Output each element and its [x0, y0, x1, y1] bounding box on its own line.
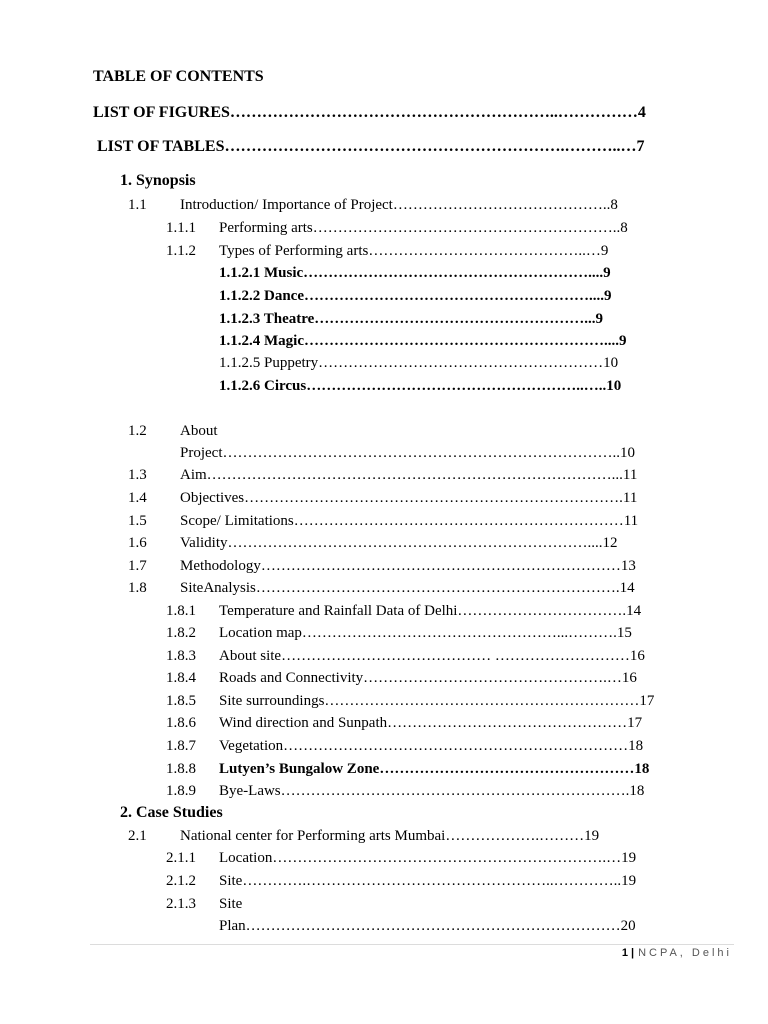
toc-entry-text: Vegetation……………………………………………………………18 — [219, 738, 644, 754]
toc-entry-text: 1.1.2.4 Magic……………………………………………………....9 — [219, 333, 627, 349]
toc-entry-number: 1.7 — [128, 558, 147, 574]
toc-entry-number: 1.1.1 — [166, 220, 196, 236]
page-number: 1 — [621, 947, 628, 959]
toc-entry-text: Wind direction and Sunpath…………………………………………17 — [219, 715, 643, 731]
toc-entry-number: 1.8.4 — [166, 670, 196, 686]
toc-entry-text: About site…………………………………… ………………………16 — [219, 648, 645, 664]
toc-entry-number: 1.3 — [128, 467, 147, 483]
toc-entry-text: Introduction/ Importance of Project……………………………………..8 — [180, 197, 618, 213]
toc-entry-number: 2.1.1 — [166, 850, 196, 866]
toc-entry-text: Location………………………………………………………….…19 — [219, 850, 637, 866]
toc-entry-number: 2.1 — [128, 828, 147, 844]
toc-entry-number: 1.5 — [128, 513, 147, 529]
toc-entry-number: 1.8.2 — [166, 625, 196, 641]
toc-entry-text: 1.1.2.1 Music…………………………………………………....9 — [219, 265, 611, 281]
toc-entry-text: Site — [219, 896, 243, 912]
toc-entry-number: 1.8.7 — [166, 738, 196, 754]
toc-entry-text: Temperature and Rainfall Data of Delhi…………………………….14 — [219, 603, 642, 619]
toc-entry-text: Lutyen’s Bungalow Zone……………………………………………18 — [219, 761, 650, 777]
toc-entry-text: Scope/ Limitations…………………………………………………………11 — [180, 513, 639, 529]
toc-entry-text: 1.1.2.3 Theatre………………………………………………...9 — [219, 311, 604, 327]
toc-entry-text: Roads and Connectivity………………………………………….…16 — [219, 670, 637, 686]
footer-text: NCPA, Delhi — [638, 947, 732, 959]
toc-entry-text: SiteAnalysis……………………………………………………………….14 — [180, 580, 635, 596]
toc-entry-text: Validity………………………………………………………………....12 — [180, 535, 618, 551]
toc-entry-text: 1.1.2.5 Puppetry…………………………………………………10 — [219, 355, 619, 371]
page-footer — [622, 947, 732, 959]
toc-entry-text: About — [180, 423, 218, 439]
toc-entry-number: 1.4 — [128, 490, 147, 506]
chapter-2-heading: 2. Case Studies — [120, 804, 223, 821]
toc-entry-text: Bye-Laws…………………………………………………………….18 — [219, 783, 645, 799]
footer-divider — [90, 944, 734, 945]
toc-entry-number: 1.8.6 — [166, 715, 196, 731]
footer-separator: | — [630, 947, 635, 959]
chapter-1-heading: 1. Synopsis — [120, 172, 196, 189]
toc-entry-text: Aim………………………………………………………………………...11 — [180, 467, 638, 483]
toc-entry-number: 1.8 — [128, 580, 147, 596]
list-of-figures-entry: LIST OF FIGURES……………………………………………………..……………4 — [93, 104, 646, 121]
toc-entry-text: 1.1.2.6 Circus………………………………………………..…..10 — [219, 378, 622, 394]
toc-entry-text: Plan…………………………………………………………………20 — [219, 918, 636, 934]
toc-entry-text: Site surroundings………………………………………………………17 — [219, 693, 655, 709]
toc-entry-text: Types of Performing arts……………………………………..…9 — [219, 243, 609, 259]
toc-entry-text: Performing arts……………………………………………………..8 — [219, 220, 628, 236]
toc-entry-text: Objectives………………………………………………………………….11 — [180, 490, 638, 506]
toc-entry-number: 1.6 — [128, 535, 147, 551]
list-of-tables-entry: LIST OF TABLES……………………………………………………….………..…7 — [97, 138, 645, 155]
toc-entry-number: 1.8.9 — [166, 783, 196, 799]
toc-entry-number: 2.1.2 — [166, 873, 196, 889]
toc-entry-number: 1.8.3 — [166, 648, 196, 664]
toc-entry-number: 2.1.3 — [166, 896, 196, 912]
toc-title: TABLE OF CONTENTS — [93, 68, 264, 85]
toc-entry-text: Location map……………………………………………...……….15 — [219, 625, 632, 641]
toc-entry-number: 1.8.5 — [166, 693, 196, 709]
toc-entry-number: 1.1 — [128, 197, 147, 213]
toc-entry-number: 1.8.8 — [166, 761, 196, 777]
toc-entry-number: 1.8.1 — [166, 603, 196, 619]
toc-entry-text: 1.1.2.2 Dance…………………………………………………....9 — [219, 288, 612, 304]
toc-entry-text: Project……………………………………………………………………..10 — [180, 445, 635, 461]
toc-entry-text: Methodology………………………………………………………………13 — [180, 558, 636, 574]
toc-entry-text: National center for Performing arts Mumbai……………….………19 — [180, 828, 600, 844]
toc-entry-number: 1.1.2 — [166, 243, 196, 259]
toc-entry-number: 1.2 — [128, 423, 147, 439]
toc-entry-text: Site………….…………………………………………..…………..19 — [219, 873, 637, 889]
